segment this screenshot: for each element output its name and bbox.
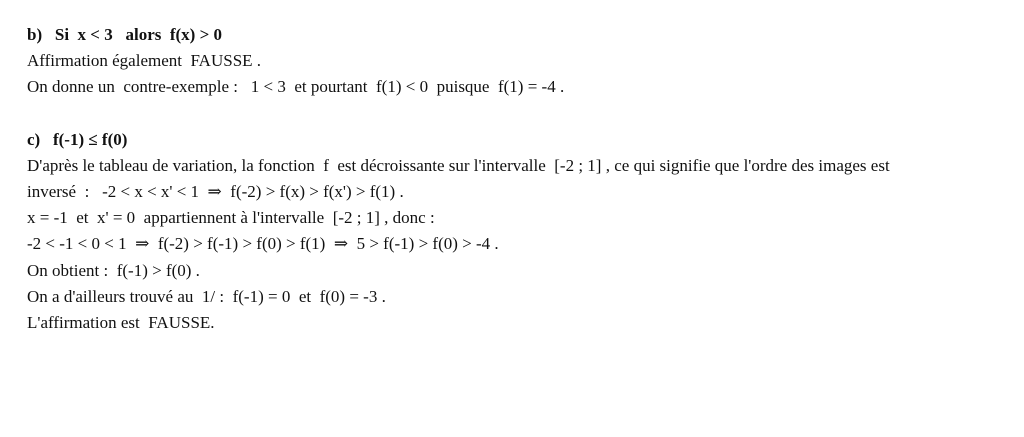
section-b-counterexample: On donne un contre-exemple : 1 < 3 et pourtant f(1) < 0 puisque f(1) = -4 . xyxy=(27,77,565,97)
section-c-line-3: x = -1 et x' = 0 appartiennent à l'intervalle [-2 ; 1] , donc : xyxy=(27,208,435,228)
section-b-statement: Affirmation également FAUSSE . xyxy=(27,51,262,71)
section-c-heading: c) f(-1) ≤ f(0) xyxy=(27,129,128,149)
section-spacer xyxy=(27,101,1017,127)
section-c-line-6: On a d'ailleurs trouvé au 1/ : f(-1) = 0 et f(0) = -3 . xyxy=(27,286,386,306)
section-c-line-2: inversé : -2 < x < x' < 1 ⇒ f(-2) > f(x) > f(x') > f(1) . xyxy=(27,181,404,201)
section-c-conclusion: L'affirmation est FAUSSE. xyxy=(27,312,215,332)
section-c-line-1: D'après le tableau de variation, la fonction f est décroissante sur l'intervalle [-2 ; 1] , ce qui signifie que l'ordre des images est xyxy=(27,155,890,175)
section-c-line-4: -2 < -1 < 0 < 1 ⇒ f(-2) > f(-1) > f(0) > f(1) ⇒ 5 > f(-1) > f(0) > -4 . xyxy=(27,234,499,254)
section-c-line-5: On obtient : f(-1) > f(0) . xyxy=(27,260,200,280)
document-page xyxy=(27,22,1017,336)
section-b-heading: b) Si x < 3 alors f(x) > 0 xyxy=(27,25,223,44)
